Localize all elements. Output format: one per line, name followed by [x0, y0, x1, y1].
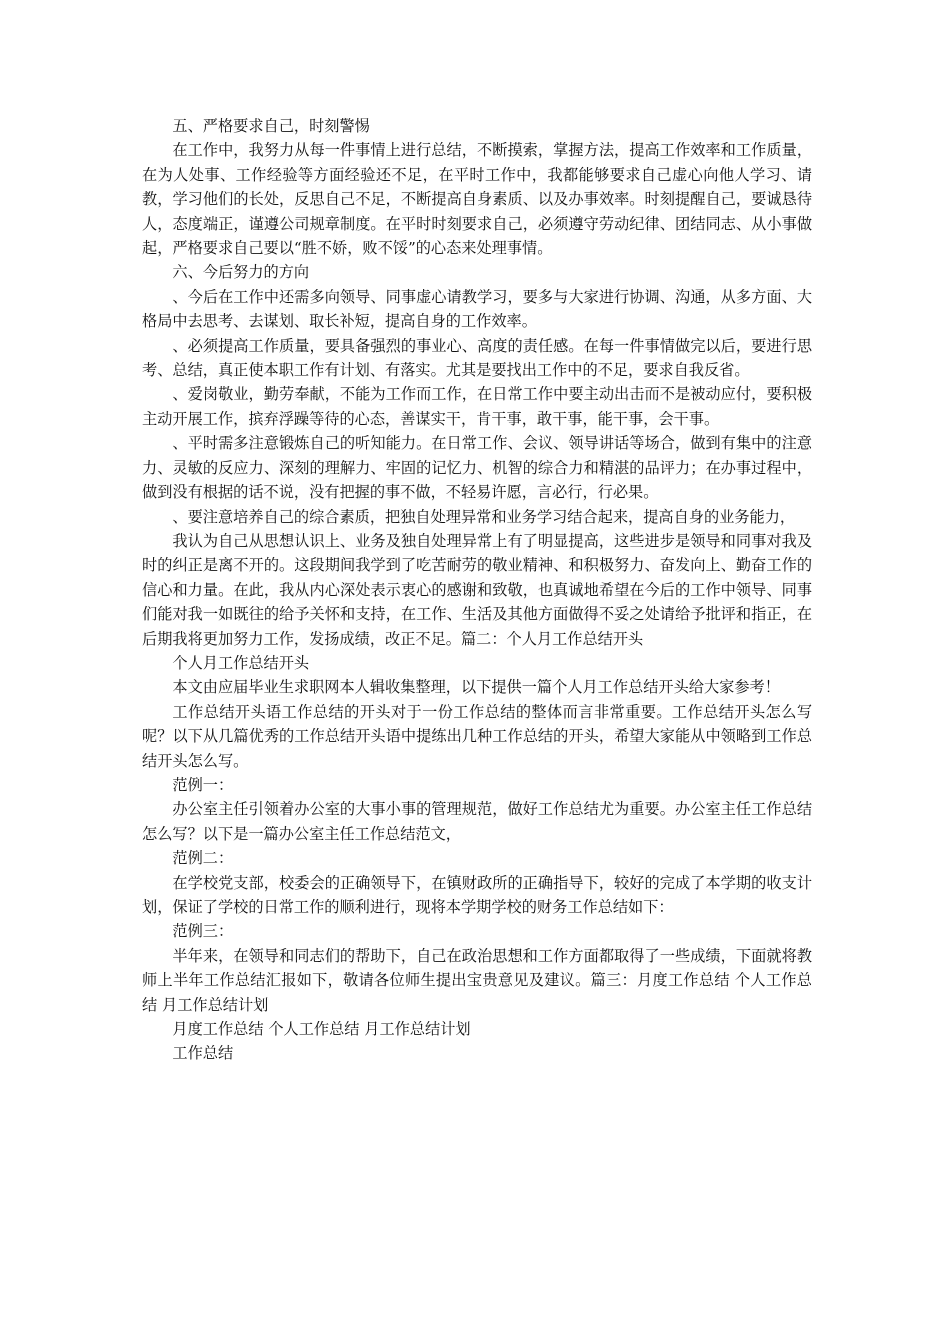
body-paragraph: 我认为自己从思想认识上、业务及独自处理异常上有了明显提高，这些进步是领导和同事对我及时的纠正是离不开的。这段期间我学到了吃苦耐劳的敬业精神、和积极努力、奋发向上、勤奋工作的信心和力量。在此，我从内心深处表示衷心的感谢和致敬，也真诚地希望在今后的工作中领导、同事们能对我一如既往的给予关怀和支持，在工作、生活及其他方面做得不妥之处请给予批评和指正，在后期我将更加努力工作，发扬成绩，改正不足。篇二：个人月工作总结开头	[142, 531, 812, 648]
example-label: 范例三：	[172, 922, 234, 941]
body-paragraph: 在学校党支部，校委会的正确领导下，在镇财政所的正确指导下，较好的完成了本学期的收支计划，保证了学校的日常工作的顺利进行，现将本学期学校的财务工作总结如下：	[142, 873, 812, 916]
section-heading: 六、今后努力的方向	[172, 263, 310, 282]
section-heading: 个人月工作总结开头	[172, 653, 310, 672]
example-label: 范例一：	[172, 775, 234, 794]
section-heading: 工作总结	[172, 1044, 234, 1063]
body-paragraph: 半年来，在领导和同志们的帮助下，自己在政治思想和工作方面都取得了一些成绩，下面就将教师上半年工作总结汇报如下，敬请各位师生提出宝贵意见及建议。篇三：月度工作总结 个人工作总结 月工作总结计划	[142, 946, 812, 1014]
list-paragraph: 、平时需多注意锻炼自己的听知能力。在日常工作、会议、领导讲话等场合，做到有集中的注意力、灵敏的反应力、深刻的理解力、牢固的记忆力、机智的综合力和精湛的品评力；在办事过程中，做到没有根据的话不说，没有把握的事不做，不轻易许愿，言必行，行必果。	[142, 434, 812, 502]
body-paragraph: 本文由应届毕业生求职网本人辑收集整理，以下提供一篇个人月工作总结开头给大家参考！	[172, 678, 780, 697]
document-body	[142, 114, 812, 1066]
list-paragraph: 、爱岗敬业，勤劳奉献，不能为工作而工作，在日常工作中要主动出击而不是被动应付，要积极主动开展工作，摈弃浮躁等待的心态，善谋实干，肯干事，敢干事，能干事，会干事。	[142, 385, 812, 428]
body-paragraph: 工作总结开头语工作总结的开头对于一份工作总结的整体而言非常重要。工作总结开头怎么写呢？以下从几篇优秀的工作总结开头语中提练出几种工作总结的开头，希望大家能从中领略到工作总结开头怎么写。	[142, 702, 812, 770]
section-heading: 月度工作总结 个人工作总结 月工作总结计划	[172, 1020, 471, 1039]
list-paragraph: 、今后在工作中还需多向领导、同事虚心请教学习，要多与大家进行协调、沟通，从多方面、大格局中去思考、去谋划、取长补短，提高自身的工作效率。	[142, 287, 812, 331]
example-label: 范例二：	[172, 849, 234, 868]
body-paragraph: 办公室主任引领着办公室的大事小事的管理规范，做好工作总结尤为重要。办公室主任工作总结怎么写？以下是一篇办公室主任工作总结范文，	[142, 800, 812, 843]
list-paragraph: 、必须提高工作质量，要具备强烈的事业心、高度的责任感。在每一件事情做完以后，要进行思考、总结，真正使本职工作有计划、有落实。尤其是要找出工作中的不足，要求自我反省。	[142, 336, 812, 380]
list-paragraph: 、要注意培养自己的综合素质，把独自处理异常和业务学习结合起来，提高自身的业务能力，	[172, 507, 796, 526]
section-heading: 五、严格要求自己，时刻警惕	[172, 117, 370, 135]
body-paragraph: 在工作中，我努力从每一件事情上进行总结，不断摸索，掌握方法，提高工作效率和工作质量，在为人处事、工作经验等方面经验还不足，在平时工作中，我都能够要求自己虚心向他人学习、请教，学习他们的长处，反思自己不足，不断提高自身素质、以及办事效率。时刻提醒自己，要诚恳待人，态度端正，谨遵公司规章制度。在平时时刻要求自己，必须遵守劳动纪律、团结同志、从小事做起，严格要求自己要以“胜不娇，败不馁”的心态来处理事情。	[142, 141, 812, 258]
